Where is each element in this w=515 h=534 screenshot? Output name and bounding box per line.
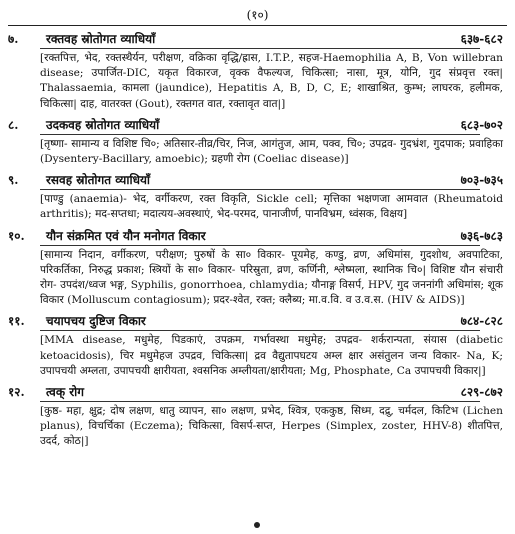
toc-entry xyxy=(8,171,507,222)
entry-heading xyxy=(8,30,507,48)
entry-divider xyxy=(40,245,480,246)
entry-description: [तृष्णा- सामान्य व विशिष्ट चि०; अतिसार-तीव्र/चिर, निज, आगंतुज, आम, पक्व, चि०; उपद्रव- गुदभ्रंश, गुदपाक; प्रवाहिका (Dysentery-Bacillary, amoebic); ग्रहणी रोग (Coeliac disease)] xyxy=(40,137,503,166)
entry-divider xyxy=(40,189,480,190)
toc-entry xyxy=(8,227,507,309)
entry-divider xyxy=(40,134,480,135)
entry-description: [सामान्य निदान, वर्गीकरण, परीक्षण; पुरुषों के सा० विकार- पूयमेह, कण्डु, व्रण, अधिमांस, गुदशोथ, अवपाटिका, परिकर्तिका, निरुद्ध प्रकाश; स्त्रियों के सा० विकार- परिस्रुता, व्रण, कर्णिनी, श्लेष्मला, स्थानिक चि०| विशिष्ट यौन संचारी रोग- उपदंश/ध्वज भङ्ग, Syphilis, gonorrhoea, chlamydia; यौनाङ्ग विसर्प, HPV, गुद जननांगी अधिमांस; शूक विकार (Molluscum contagiosum); प्रदर-श्वेत, रक्त; क्लैब्य; मा.व.वि. व उ.व.स. (HIV & AIDS)] xyxy=(40,248,503,307)
toc-entry xyxy=(8,383,507,450)
entry-page-range: ८२९-८७२ xyxy=(460,385,503,400)
entry-title: त्वक् रोग xyxy=(46,385,85,400)
entry-description: [कुष्ठ- महा, क्षुद्र; दोष लक्षण, धातु व्यापन, सा० लक्षण, प्रभेद, श्वित्र, एककुष्ठ, सिध्म, दद्रु, चर्मदल, किटिभ (Lichen planus), विचर्चिका (Eczema); चिकित्सा, विसर्प-सप्त, Herpes (Simplex, zoster, HHV-8) शीतपित्त, उदर्द, कोठ|] xyxy=(40,405,503,448)
entry-description: [MMA disease, मधुमेह, पिडकाएं, उपक्रम, गर्भावस्था मधुमेह; उपद्रव- शर्करान्पता, संयास (diabetic ketoacidosis), चिर मधुमेहज उपद्रव, चिकित्सा| द्रव वैद्युतापघटय अम्ल क्षार असंतुलन जन्य विकार- Na, K; उपापचयी अम्लता, उपापचयी क्षारीयता, श्वसनिक अम्लीयता/क्षारीयता; Mg, Phosphate, Ca उपापचयी विकार|] xyxy=(40,334,503,377)
header-rule xyxy=(8,25,507,26)
entry-description: [रक्तपित्त, भेद, रक्तस्थैर्यन, परीक्षण, वक्रिका वृद्धि/ह्रास, I.T.P., सहज-Haemophilia A, B, Von willebran disease; उपार्जित-DIC, यकृत विकारज, वृक्क वैफल्यज, चिकित्सा; नासा, मूत्र, योनि, गुद संप्रवृत्त रक्त| Thalassaemia, कामला (jaundice), Hepatitis A, B, D, C, E; शाखाश्रित, कुम्भ; लाघरक, हलीमक, चिकित्सा| दाह, वातरक्त (Gout), रक्तगत वात, रक्तावृत वात|] xyxy=(40,52,503,110)
toc-entry xyxy=(8,30,507,112)
entry-divider xyxy=(40,330,480,331)
entry-page-range: ६८३-७०२ xyxy=(460,117,503,132)
entry-divider xyxy=(40,48,480,49)
entry-title: उदकवह स्रोतोगत व्याधियाँ xyxy=(46,117,160,132)
entry-number: ७. xyxy=(8,32,19,46)
entry-number: ११. xyxy=(8,314,25,329)
entry-number: १२. xyxy=(8,385,25,400)
entry-title: रसवह स्रोतोगत व्याधियाँ xyxy=(46,173,151,188)
page-number: (१०) xyxy=(246,8,269,22)
entry-heading xyxy=(8,383,507,401)
entry-number: ९. xyxy=(8,173,19,188)
entry-page-range: ७८४-८२८ xyxy=(460,314,503,329)
entry-heading xyxy=(8,116,507,134)
entry-divider xyxy=(40,401,480,402)
entry-heading xyxy=(8,227,507,245)
entry-number: ८. xyxy=(8,117,19,132)
entry-page-range: ७३६-७८३ xyxy=(460,228,503,243)
entry-heading xyxy=(8,171,507,189)
bottom-dot xyxy=(254,522,260,528)
entry-title: चयापचय दुष्टिज विकार xyxy=(46,314,146,329)
entry-number: १०. xyxy=(8,228,25,243)
toc-entry xyxy=(8,116,507,167)
entry-page-range: ६३७-६८२ xyxy=(460,32,503,46)
entry-title: रक्तवह स्रोतोगत व्याधियाँ xyxy=(46,32,156,46)
toc-entry xyxy=(8,312,507,379)
entry-heading xyxy=(8,312,507,330)
entry-page-range: ७०३-७३५ xyxy=(460,173,503,188)
entry-description: [पाण्डु (anaemia)- भेद, वर्गीकरण, रक्त विकृति, Sickle cell; मृत्तिका भक्षणजा आमवात (Rheumatoid arthritis); मद-सप्तधा; मदात्यय-अवस्थाएं, भेद-परमद, पानाजीर्ण, पानविभ्रम, ध्वंसक, विक्षय] xyxy=(40,193,503,221)
entry-title: यौन संक्रमित एवं यौन मनोगत विकार xyxy=(46,228,206,243)
